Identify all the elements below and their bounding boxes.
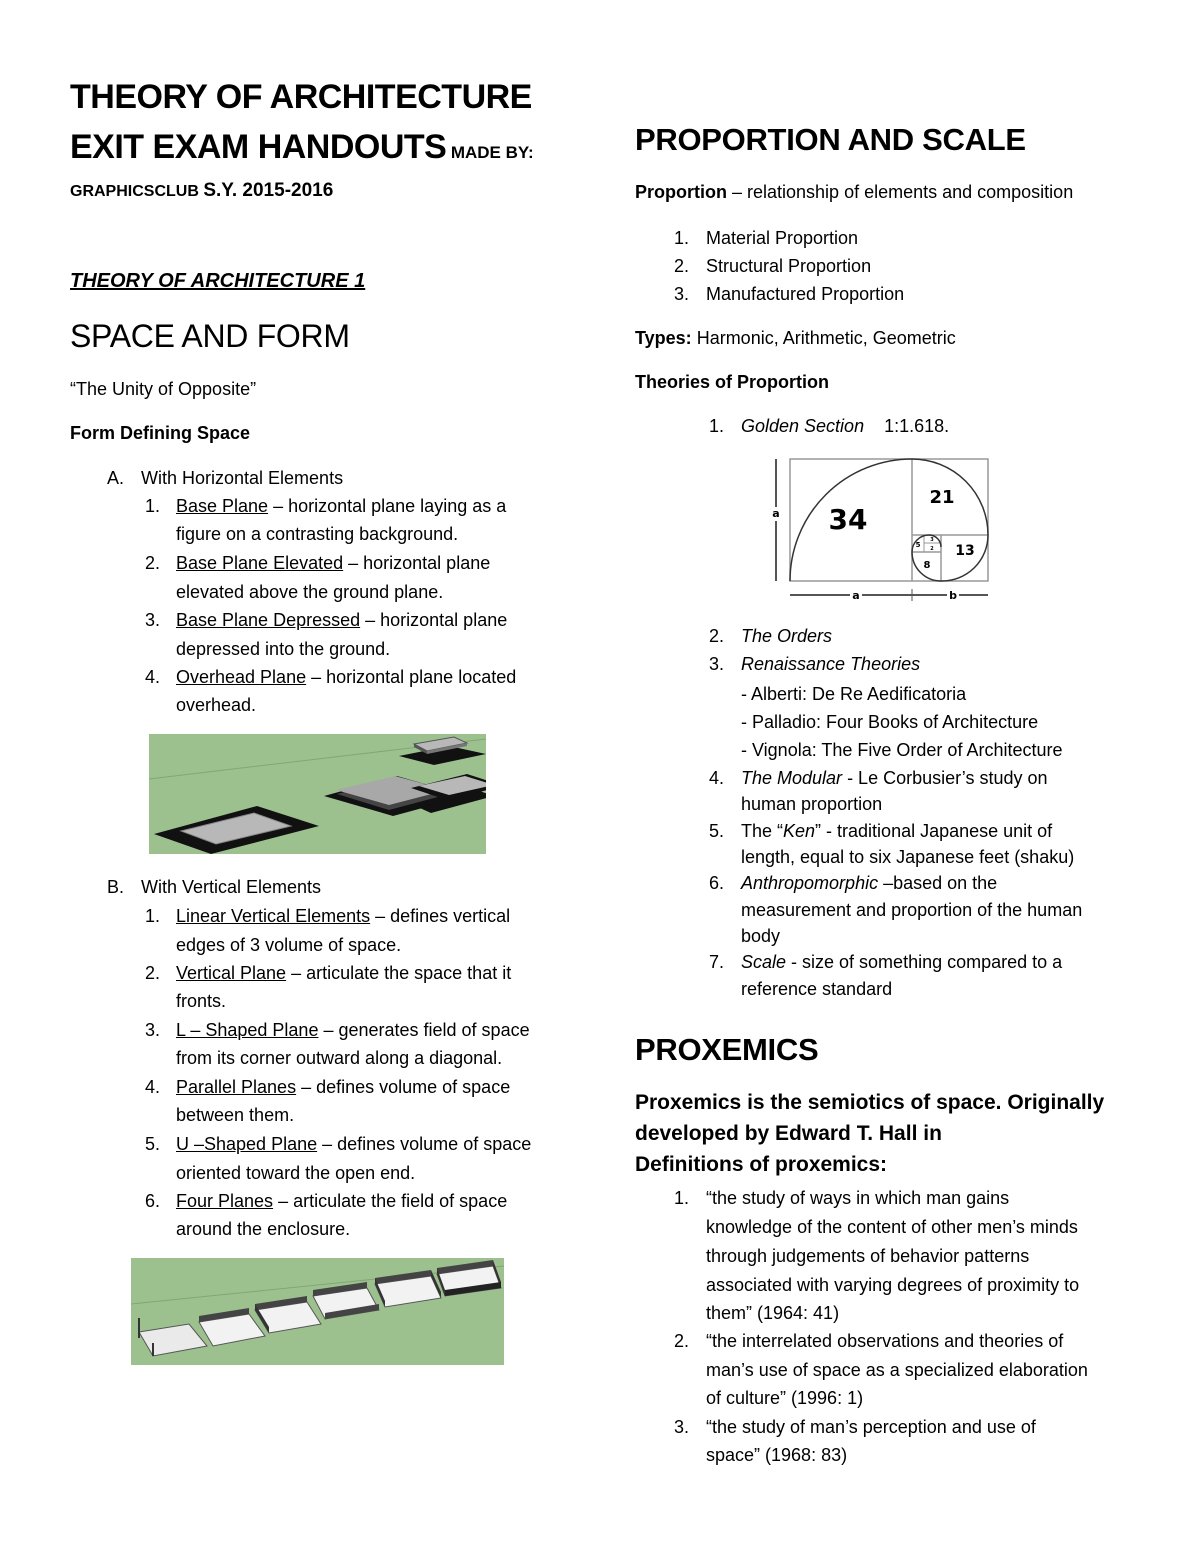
types-line [635, 327, 956, 349]
definition: – defines volume of space [296, 1077, 511, 1097]
doc-title-line2-wrap [70, 128, 534, 167]
golden-5: 5 [915, 541, 921, 549]
list-number: 1. [144, 906, 160, 926]
list-number: 7. [708, 952, 724, 972]
club-line [70, 180, 333, 202]
club-name: GRAPHICSCLUB [70, 183, 199, 200]
list-number: 5. [144, 1134, 160, 1154]
definition-cont: human proportion [741, 794, 883, 814]
list-number: 2. [673, 1331, 689, 1351]
list-item [176, 905, 510, 927]
definition-line: knowledge of the content of other men’s minds [706, 1217, 1078, 1237]
golden-2: 2 [930, 546, 934, 552]
renaissance-item: - Alberti: De Re Aedificatoria [741, 684, 967, 704]
list-number: 2. [144, 963, 160, 983]
list-item: Manufactured Proportion [706, 284, 905, 304]
vertical-elements-figure [131, 1258, 504, 1365]
definition-line: man’s use of space as a specialized elaboration [706, 1360, 1088, 1380]
definition: – articulate the space that it [286, 963, 512, 983]
types-label: Types: [635, 328, 692, 348]
list-number: 2. [708, 626, 724, 646]
section-title-proxemics: PROXEMICS [635, 1032, 819, 1067]
list-number: 4. [144, 1077, 160, 1097]
definition: – defines vertical [370, 906, 511, 926]
definition: - Le Corbusier’s study on [842, 768, 1048, 788]
list-item: Renaissance Theories [741, 654, 921, 674]
list-number: 3. [673, 1417, 689, 1437]
definition-cont: figure on a contrasting background. [176, 524, 459, 544]
group-a-marker: A. [106, 468, 124, 488]
list-number: 2. [144, 553, 160, 573]
term: Base Plane Elevated [176, 553, 344, 573]
definition-cont: around the enclosure. [176, 1219, 351, 1239]
definition: – relationship of elements and composition [727, 182, 1074, 202]
golden-section-item [741, 415, 949, 437]
quote-text: “The Unity of Opposite” [70, 379, 257, 399]
list-item [176, 962, 511, 984]
list-item: Structural Proportion [706, 256, 872, 276]
form-defining-heading: Form Defining Space [70, 423, 251, 443]
list-item [176, 1019, 530, 1041]
term: The Modular [741, 768, 843, 788]
definition-cont: body [741, 926, 781, 946]
label-b: b [949, 589, 957, 602]
definition-cont: reference standard [741, 979, 893, 999]
definition: –based on the [878, 873, 998, 893]
list-item [741, 820, 1052, 842]
list-number: 1. [144, 496, 160, 516]
horizontal-elements-figure [149, 734, 486, 854]
proxemics-intro-cont: developed by Edward T. Hall in [635, 1122, 942, 1145]
term: Proportion [635, 182, 727, 202]
intro-bold: Proxemics is the semiotics of space. [635, 1091, 1002, 1114]
definition-cont: between them. [176, 1105, 295, 1125]
list-number: 5. [708, 821, 724, 841]
definition-line: of culture” (1996: 1) [706, 1388, 864, 1408]
list-item [741, 951, 1062, 973]
group-b-label: With Vertical Elements [141, 877, 322, 897]
definition-line: through judgements of behavior patterns [706, 1246, 1030, 1266]
definition-line: “the study of man’s perception and use of [706, 1417, 1036, 1437]
definition-cont: fronts. [176, 991, 227, 1011]
proportion-definition [635, 181, 1073, 203]
definition: - size of something compared to a [786, 952, 1063, 972]
golden-ratio: 1:1.618. [884, 416, 950, 436]
golden-section-figure [768, 455, 994, 605]
club-year: S.Y. 2015-2016 [203, 180, 334, 201]
definition: – horizontal plane [360, 610, 508, 630]
definition-cont: edges of 3 volume of space. [176, 935, 402, 955]
definition-line: “the study of ways in which man gains [706, 1188, 1010, 1208]
list-item [176, 552, 490, 574]
section-title-space-form: SPACE AND FORM [70, 318, 350, 354]
list-number: 1. [708, 416, 724, 436]
types-value: Harmonic, Arithmetic, Geometric [691, 328, 956, 348]
term: Four Planes [176, 1191, 274, 1211]
list-item [741, 767, 1048, 789]
term: Anthropomorphic [741, 873, 879, 893]
golden-13: 13 [955, 543, 975, 559]
list-number: 3. [144, 1020, 160, 1040]
label-a-vertical: a [772, 507, 780, 520]
term: Parallel Planes [176, 1077, 297, 1097]
golden-8: 8 [923, 560, 931, 571]
definition-cont: from its corner outward along a diagonal. [176, 1048, 503, 1068]
list-item [176, 1133, 531, 1155]
golden-3: 3 [930, 537, 934, 543]
term: L – Shaped Plane [176, 1020, 319, 1040]
proxemics-definitions-heading: Definitions of proxemics: [635, 1153, 888, 1176]
definition: – horizontal plane [343, 553, 491, 573]
list-item [741, 872, 997, 894]
list-number: 3. [673, 284, 689, 304]
term: Ken [783, 821, 816, 841]
definition-cont: oriented toward the open end. [176, 1163, 416, 1183]
group-b-marker: B. [106, 877, 124, 897]
definition-cont: elevated above the ground plane. [176, 582, 444, 602]
list-number: 6. [708, 873, 724, 893]
list-item [176, 609, 507, 631]
list-item [176, 1190, 507, 1212]
list-number: 4. [708, 768, 724, 788]
definition: – horizontal plane located [306, 667, 517, 687]
definition-line: associated with varying degrees of proximity to [706, 1275, 1080, 1295]
list-number: 3. [708, 654, 724, 674]
golden-21: 21 [929, 487, 955, 508]
doc-title-line1: THEORY OF ARCHITECTURE [70, 78, 532, 116]
golden-34: 34 [828, 503, 868, 536]
list-item [176, 666, 516, 688]
list-number: 1. [673, 228, 689, 248]
definition: – defines volume of space [317, 1134, 532, 1154]
term: Base Plane Depressed [176, 610, 361, 630]
term: Base Plane [176, 496, 269, 516]
term: Scale [741, 952, 787, 972]
prefix: The “ [741, 821, 784, 841]
list-item: The Orders [741, 626, 833, 646]
proxemics-intro [635, 1092, 1104, 1114]
doc-title-line2: EXIT EXAM HANDOUTS [70, 128, 447, 166]
definition-cont: measurement and proportion of the human [741, 900, 1083, 920]
term: U –Shaped Plane [176, 1134, 318, 1154]
definition-cont: length, equal to six Japanese feet (shaku) [741, 847, 1075, 867]
list-item [176, 1076, 510, 1098]
theories-heading: Theories of Proportion [635, 372, 830, 392]
intro-rest: Originally [1001, 1091, 1105, 1114]
definition: – generates field of space [318, 1020, 530, 1040]
subject-heading: THEORY OF ARCHITECTURE 1 [70, 270, 366, 292]
term: Vertical Plane [176, 963, 287, 983]
definition-line: “the interrelated observations and theories of [706, 1331, 1064, 1351]
definition-line: them” (1964: 41) [706, 1303, 840, 1323]
list-number: 6. [144, 1191, 160, 1211]
term: Overhead Plane [176, 667, 307, 687]
list-number: 4. [144, 667, 160, 687]
definition-line: space” (1968: 83) [706, 1445, 848, 1465]
list-number: 1. [673, 1188, 689, 1208]
definition: – horizontal plane laying as a [268, 496, 507, 516]
section-title-proportion: PROPORTION AND SCALE [635, 122, 1026, 157]
definition: – articulate the field of space [273, 1191, 508, 1211]
definition-cont: overhead. [176, 695, 257, 715]
definition-cont: depressed into the ground. [176, 639, 391, 659]
made-by-label: MADE BY: [450, 143, 534, 162]
golden-section-label: Golden Section [741, 416, 865, 436]
term: Linear Vertical Elements [176, 906, 371, 926]
definition: ” - traditional Japanese unit of [815, 821, 1053, 841]
renaissance-item: - Vignola: The Five Order of Architecture [741, 740, 1063, 760]
renaissance-item: - Palladio: Four Books of Architecture [741, 712, 1039, 732]
list-item: Material Proportion [706, 228, 859, 248]
list-item [176, 495, 506, 517]
group-a-label: With Horizontal Elements [141, 468, 344, 488]
list-number: 2. [673, 256, 689, 276]
list-number: 3. [144, 610, 160, 630]
label-a-horizontal: a [852, 589, 860, 602]
